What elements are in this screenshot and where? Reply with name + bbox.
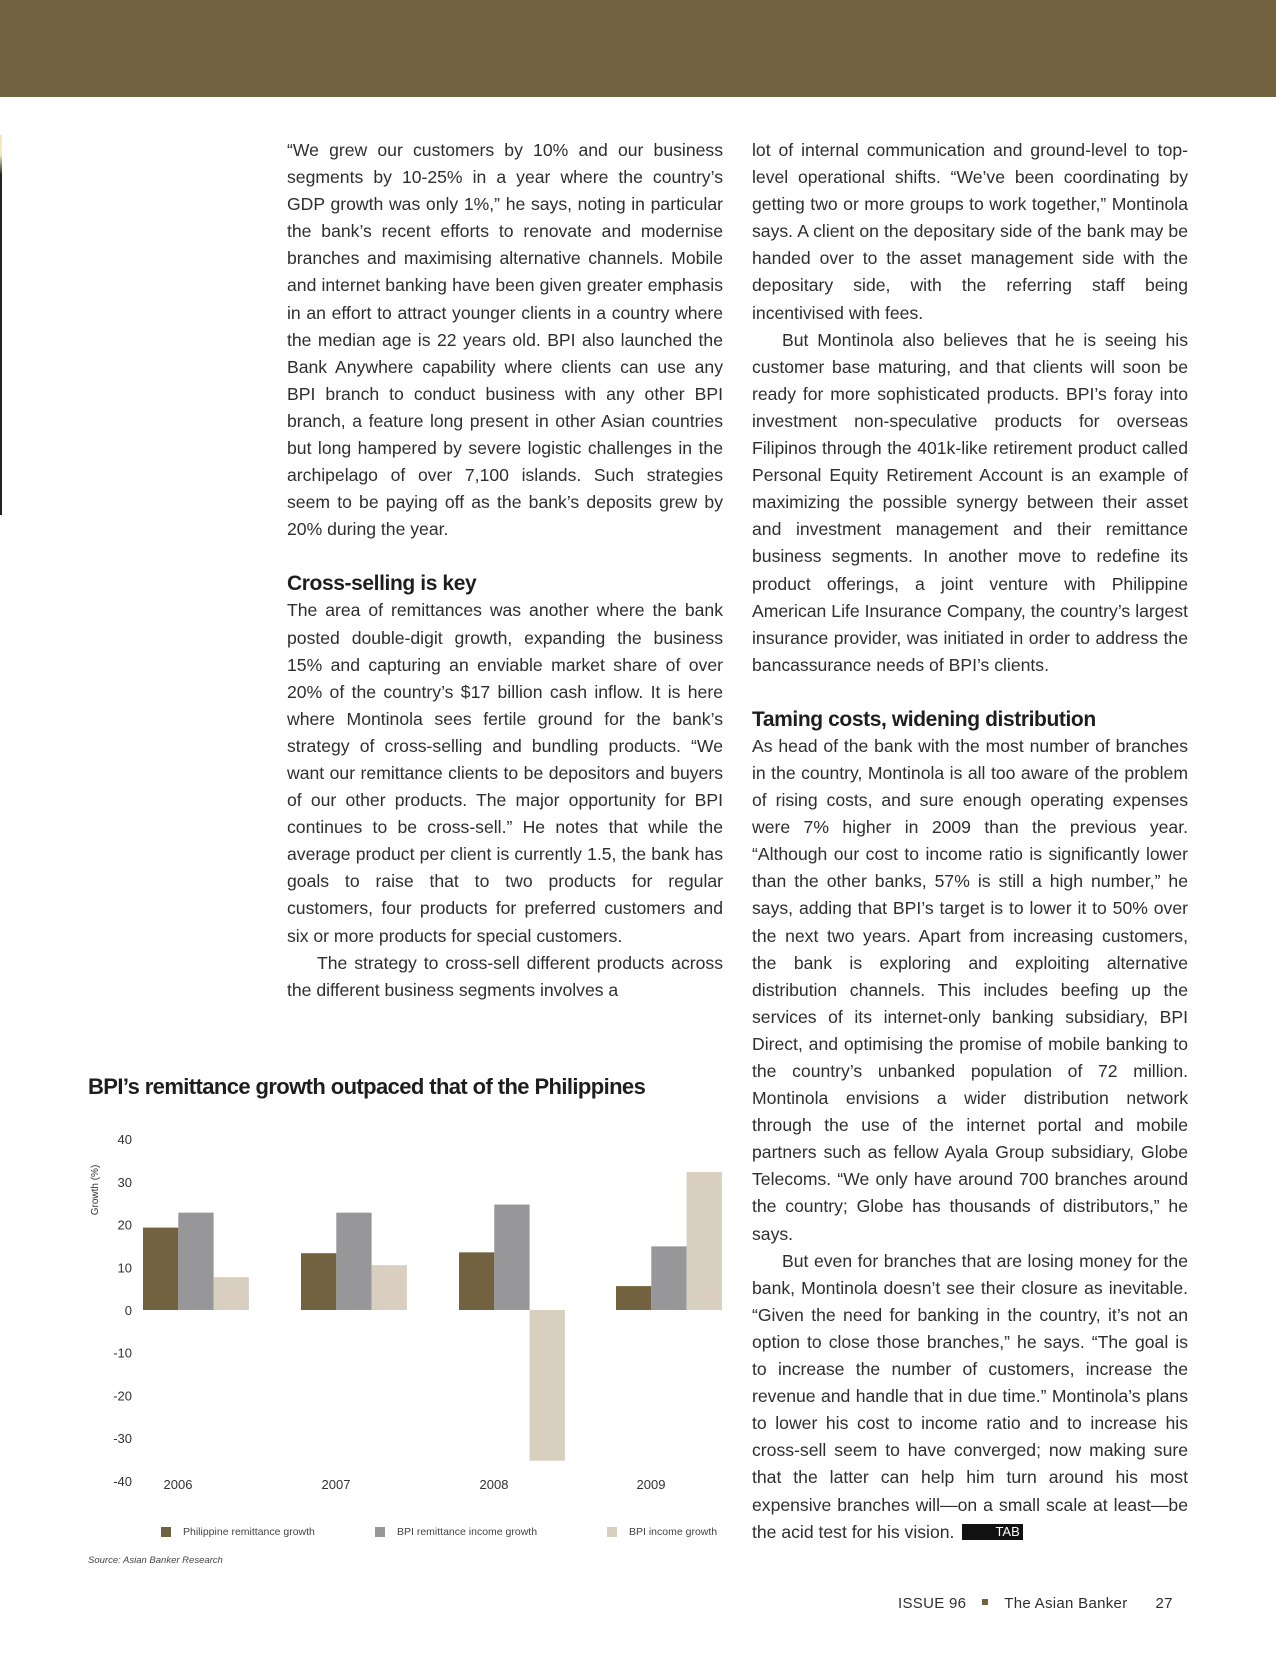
legend-item xyxy=(607,1526,717,1538)
y-axis-label: Growth (%) xyxy=(90,1164,101,1216)
section-heading: Cross-selling is key xyxy=(287,572,477,596)
y-tick-label: 20 xyxy=(117,1217,132,1233)
publication-name: The Asian Banker xyxy=(1004,1595,1128,1612)
article-paragraph xyxy=(287,597,723,949)
y-tick-label: 10 xyxy=(117,1260,132,1276)
paragraph-text: The area of remittances was another where the bank posted double-digit growth, expanding the business 15% and capturing an enviable market share of over 20% of the country’s $17 billion cash inflow. It is here where Montinola sees fertile ground for the bank’s strategy of cross-selling and bundling products. “We want our remittance clients to be depositors and buyers of our other products. The major opportunity for BPI continues to be cross-sell.” He notes that while the average product per client is currently 1.5, the bank has goals to raise that to two products for regular customers, four products for preferred customers and six or more products for special customers. xyxy=(287,600,723,946)
bar-philippine-remittance-growth-2006 xyxy=(143,1228,178,1310)
article-paragraph xyxy=(752,327,1188,679)
bar-bpi-remittance-income-growth-2007 xyxy=(336,1213,371,1310)
paragraph-text: lot of internal communication and ground-level to top-level operational shifts. “We’ve been coordinating by getting two or more groups to work together,” Montinola says. A client on the depositary side of the bank may be handed over to the asset management side with the depositary side, with the referring staff being incentivised with fees. xyxy=(752,140,1188,323)
page-footer xyxy=(898,1595,1173,1612)
chart-source: Source: Asian Banker Research xyxy=(88,1555,223,1566)
page-number: 27 xyxy=(1155,1595,1173,1612)
article-paragraph xyxy=(287,137,723,543)
paragraph-text: But Montinola also believes that he is seeing his customer base maturing, and that clients will soon be ready for more sophisticated products. BPI’s foray into investment non-speculative products for overseas Filipinos through the 401k-like retirement product called Personal Equity Retirement Account is an example of maximizing the possible synergy between their asset and investment management and their remittance business segments. In another move to redefine its product offerings, a joint venture with Philippine American Life Insurance Company, the country’s largest insurance provider, was initiated in order to address the bancassurance needs of BPI’s clients. xyxy=(752,329,1188,675)
bar-bpi-income-growth-2007 xyxy=(372,1265,407,1310)
legend-swatch-icon xyxy=(375,1527,385,1537)
paragraph-text: “We grew our customers by 10% and our business segments by 10-25% in a year where the country’s GDP growth was only 1%,” he says, noting in particular the bank’s recent efforts to renovate and modernise branches and maximising alternative channels. Mobile and internet banking have been given greater emphasis in an effort to attract younger clients in a country where the median age is 22 years old. BPI also launched the Bank Anywhere capability where clients can use any BPI branch to conduct business with any other BPI branch, a feature long present in other Asian countries but long hampered by severe logistic challenges in the archipelago of over 7,100 islands. Such strategies seem to be paying off as the bank’s deposits grew by 20% during the year. xyxy=(287,140,723,540)
article-column-left xyxy=(287,137,723,1004)
end-mark-badge: TAB xyxy=(962,1524,1022,1540)
legend-item xyxy=(375,1526,537,1538)
y-tick-label: -10 xyxy=(113,1345,132,1361)
y-tick-label: 40 xyxy=(117,1132,132,1148)
legend-swatch-icon xyxy=(607,1527,617,1537)
bar-bpi-remittance-income-growth-2009 xyxy=(651,1246,686,1310)
bar-bpi-remittance-income-growth-2008 xyxy=(494,1205,529,1310)
x-tick-label: 2009 xyxy=(636,1477,666,1492)
paragraph-text: As head of the bank with the most number of branches in the country, Montinola is all too aware of the problem of rising costs, and sure enough operating expenses were 7% higher in 2009 than the previous year. “Although our cost to income ratio is significantly lower than the other banks, 57% is still a high number,” he says, adding that BPI’s target is to lower it to 50% over the next two years. Apart from increasing customers, the bank is exploring and exploiting alternative distribution channels. This includes beefing up the services of its internet-only banking subsidiary, BPI Direct, and optimising the promise of mobile banking to the country’s unbanked population of 72 million. Montinola envisions a wider distribution network through the use of the internet portal and mobile partners such as fellow Ayala Group subsidiary, Globe Telecoms. “We only have around 700 branches around the country; Globe has thousands of distributors,” he says. xyxy=(752,735,1188,1244)
y-tick-label: 0 xyxy=(124,1303,132,1318)
bar-bpi-income-growth-2008 xyxy=(530,1310,565,1461)
x-tick-label: 2006 xyxy=(163,1477,193,1492)
bar-philippine-remittance-growth-2008 xyxy=(459,1252,494,1310)
section-gap xyxy=(752,679,1188,706)
paragraph-text: The strategy to cross-sell different products across the different business segments involves a xyxy=(287,952,723,1000)
page-edge-strip xyxy=(0,135,2,515)
bar-philippine-remittance-growth-2007 xyxy=(301,1253,336,1310)
y-tick-label: 30 xyxy=(117,1174,132,1190)
legend-label: BPI remittance income growth xyxy=(397,1526,538,1538)
legend-label: BPI income growth xyxy=(629,1526,718,1538)
chart-legend xyxy=(0,1526,1276,1546)
article-paragraph xyxy=(752,137,1188,327)
y-tick-label: -30 xyxy=(113,1431,132,1447)
bar-bpi-income-growth-2006 xyxy=(214,1277,249,1310)
legend-item xyxy=(161,1526,315,1538)
legend-swatch-icon xyxy=(161,1527,171,1537)
bar-philippine-remittance-growth-2009 xyxy=(616,1286,651,1310)
article-paragraph xyxy=(752,733,1188,1248)
section-heading: Taming costs, widening distribution xyxy=(752,707,1096,731)
article-column-right xyxy=(752,137,1188,1546)
separator-square-icon xyxy=(982,1599,988,1605)
legend-label: Philippine remittance growth xyxy=(183,1526,315,1538)
bar-bpi-income-growth-2009 xyxy=(687,1172,722,1310)
y-tick-label: -40 xyxy=(113,1473,132,1489)
chart-title: BPI’s remittance growth outpaced that of the Philippines xyxy=(88,1074,646,1099)
bar-bpi-remittance-income-growth-2006 xyxy=(178,1213,213,1310)
issue-label: ISSUE 96 xyxy=(898,1595,967,1612)
x-tick-label: 2007 xyxy=(321,1477,351,1492)
article-paragraph xyxy=(287,950,723,1004)
x-tick-label: 2008 xyxy=(479,1477,509,1492)
paragraph-text: But even for branches that are losing money for the bank, Montinola doesn’t see their closure as inevitable. “Given the need for banking in the country, it’s not an option to close those branches,” he says. “The goal is to increase the number of customers, increase the revenue and handle that in due time.” Montinola’s plans to lower his cost to income ratio and to increase his cross-sell seem to have converged; now making sure that the latter can help him turn around his most expensive branches will—on a small scale at least—be the acid test for his vision. xyxy=(752,1250,1188,1542)
y-tick-label: -20 xyxy=(113,1388,132,1404)
header-band xyxy=(0,0,1276,97)
section-gap xyxy=(287,543,723,570)
article-paragraph xyxy=(752,1248,1188,1546)
